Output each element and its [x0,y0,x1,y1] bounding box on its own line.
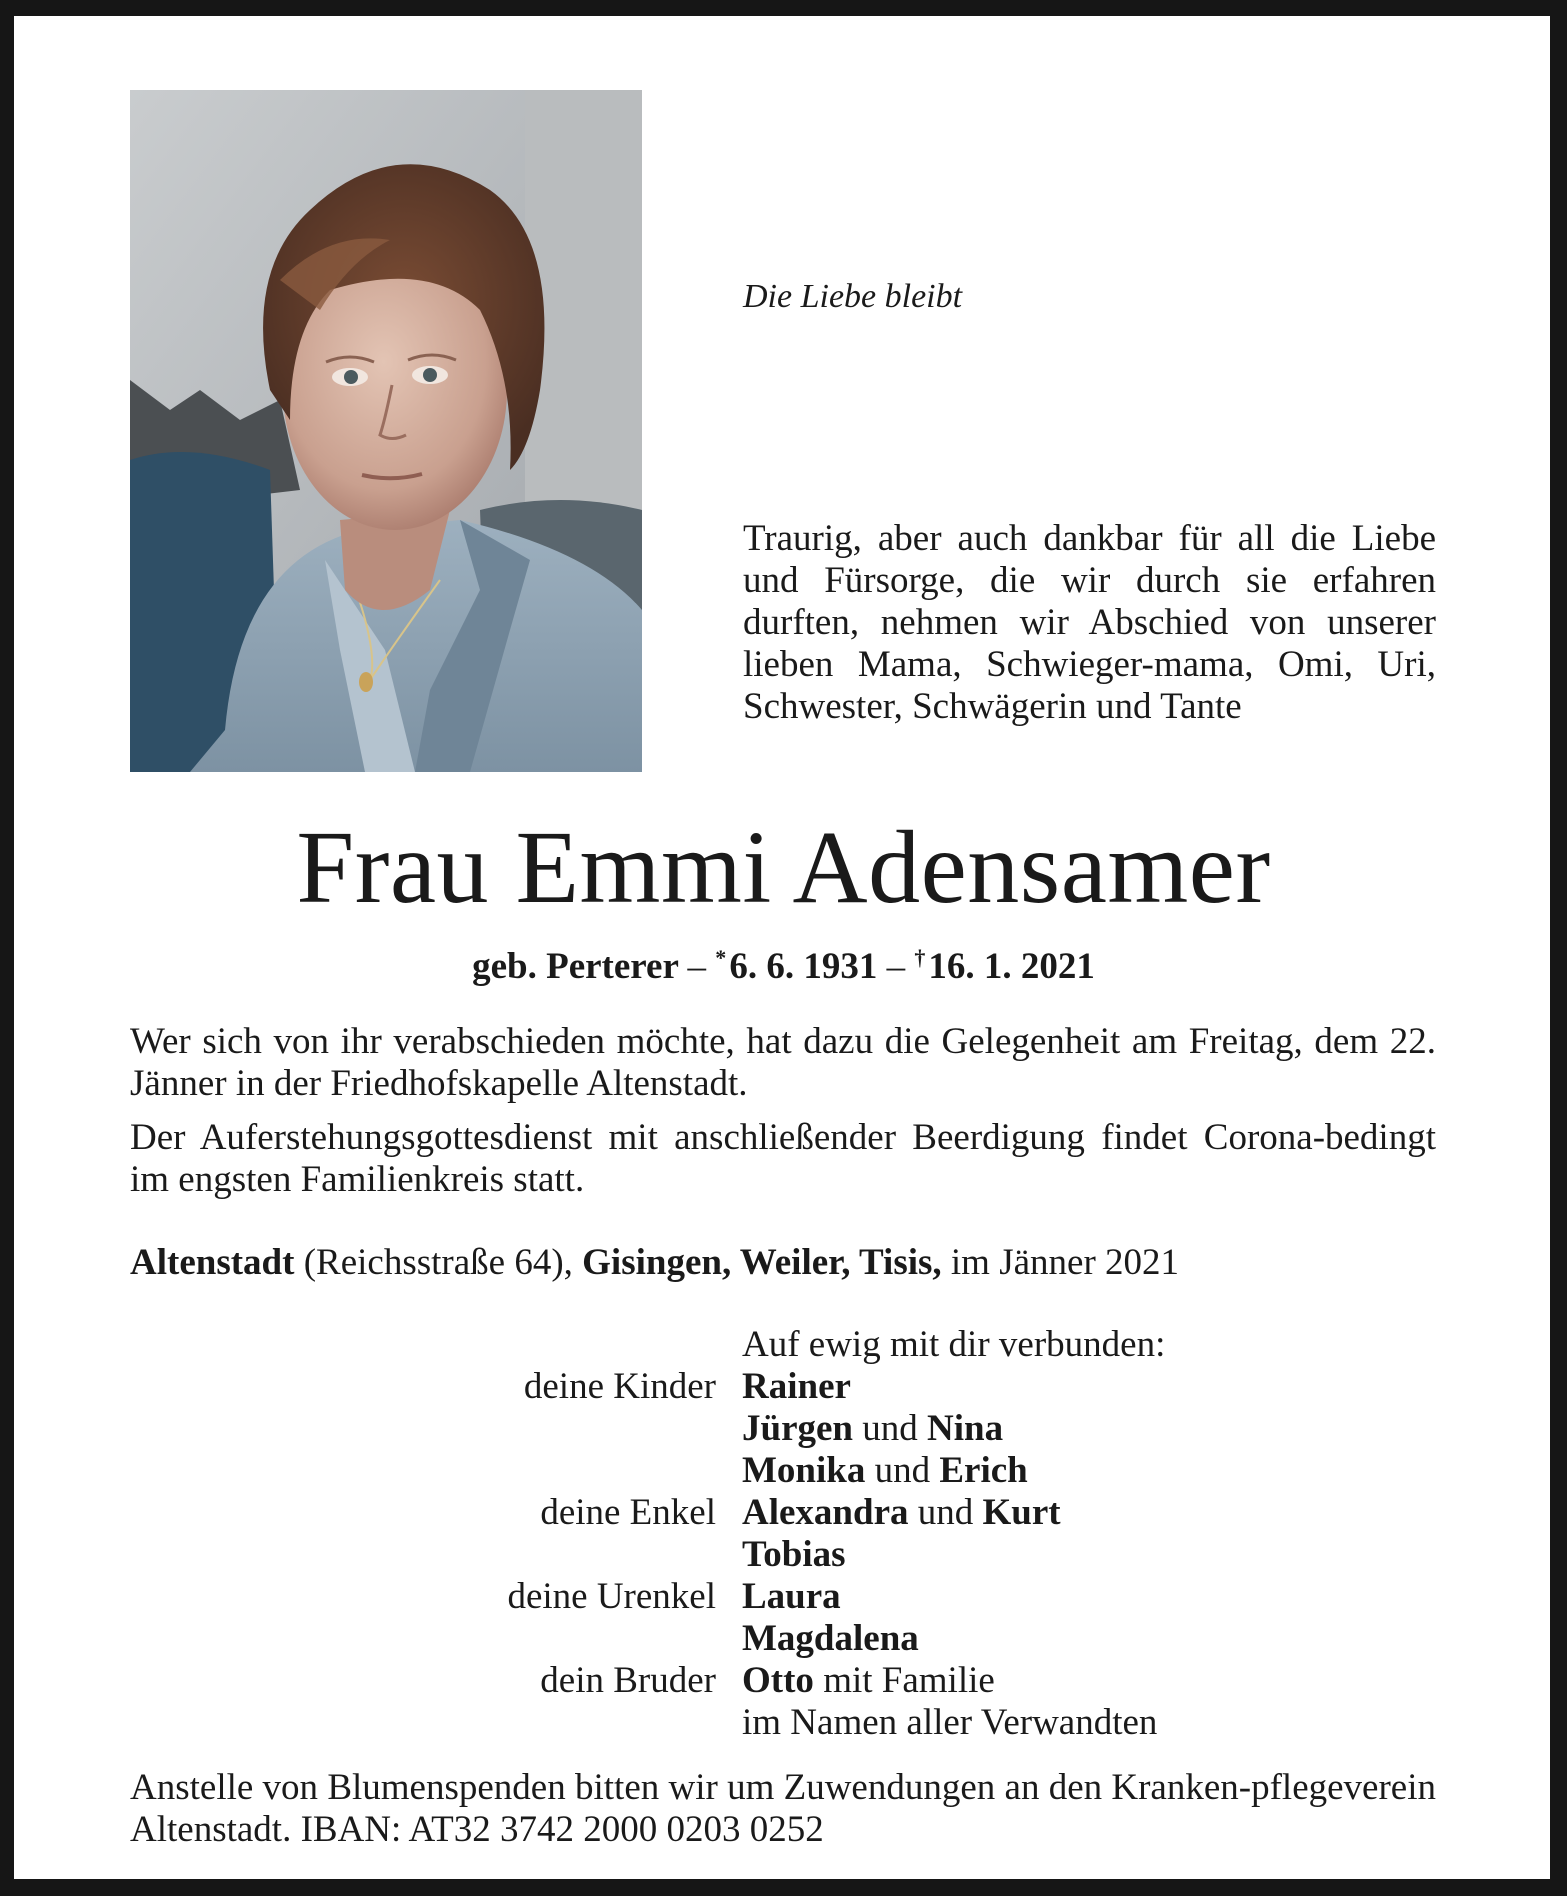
family-name: Rainer [742,1366,851,1407]
family-name: Monika [742,1450,866,1491]
place-towns: Gisingen, Weiler, Tisis, [582,1242,942,1283]
family-members [742,1702,1157,1744]
family-name: Jürgen [742,1408,853,1449]
family-row [0,1702,1567,1744]
family-name: Tobias [742,1534,846,1575]
family-joiner: mit Familie [813,1660,995,1701]
family-joiner: und [853,1408,927,1449]
donation-note: Anstelle von Blumenspenden bitten wir um Zuwendungen an den Kranken-pflegeverein Altenstadt. IBAN: AT32 3742 2000 0203 0252 [130,1767,1436,1850]
portrait-photo [130,90,642,772]
birth-name: geb. Perterer [472,946,679,987]
family-relation: deine Kinder [523,1366,716,1407]
family-name: Magdalena [742,1618,919,1659]
family-members [742,1492,1061,1534]
family-row [0,1450,1567,1492]
place-date-line [130,1242,1436,1284]
family-members [742,1660,995,1702]
place-address: (Reichsstraße 64), [294,1242,583,1283]
family-row [0,1618,1567,1660]
family-members [742,1576,841,1618]
death-date: 16. 1. 2021 [928,946,1095,987]
family-members [742,1408,1003,1450]
family-joiner: und [865,1450,940,1491]
family-name: Erich [939,1450,1028,1491]
portrait-image [130,90,642,772]
funeral-paragraph: Der Auferstehungsgottesdienst mit anschließender Beerdigung findet Corona-bedingt im engsten Familienkreis statt. [130,1117,1436,1200]
family-relation: dein Bruder [540,1660,716,1701]
family-row [0,1366,1567,1408]
family-row [0,1534,1567,1576]
family-members [742,1618,919,1660]
intro-text: Traurig, aber auch dankbar für all die Liebe und Fürsorge, die wir durch sie erfahren durften, nehmen wir Abschied von unserer lieben Mama, Schwieger-mama, Omi, Uri, Schwester, Schwägerin und Tante [743,518,1436,727]
family-name: Otto [742,1660,814,1701]
family-members [742,1534,846,1576]
death-symbol: † [914,945,926,970]
family-relation: deine Urenkel [507,1576,716,1617]
family-row [0,1492,1567,1534]
motto: Die Liebe bleibt [743,278,963,315]
family-list [0,1366,1567,1744]
family-heading: Auf ewig mit dir verbunden: [742,1324,1166,1365]
family-name: Kurt [982,1492,1061,1533]
birth-date: 6. 6. 1931 [729,946,878,987]
family-row [0,1660,1567,1702]
family-name: Laura [742,1576,841,1617]
deceased-name: Frau Emmi Adensamer [296,810,1271,925]
life-dates [0,936,1567,989]
family-joiner: im Namen aller Verwandten [742,1702,1158,1743]
farewell-paragraph: Wer sich von ihr verabschieden möchte, hat dazu die Gelegenheit am Freitag, dem 22. Jänner in der Friedhofskapelle Altenstadt. [130,1021,1436,1104]
place-town: Altenstadt [130,1242,295,1283]
family-row [0,1408,1567,1450]
separator-dash: – [687,946,706,987]
family-members [742,1450,1028,1492]
family-relation: deine Enkel [540,1492,716,1533]
family-name: Nina [927,1408,1004,1449]
birth-symbol: * [715,945,727,970]
place-date: im Jänner 2021 [941,1242,1180,1283]
family-members [742,1366,851,1408]
separator-dash-2: – [886,946,906,987]
family-name: Alexandra [742,1492,909,1533]
family-joiner: und [908,1492,983,1533]
family-row [0,1576,1567,1618]
